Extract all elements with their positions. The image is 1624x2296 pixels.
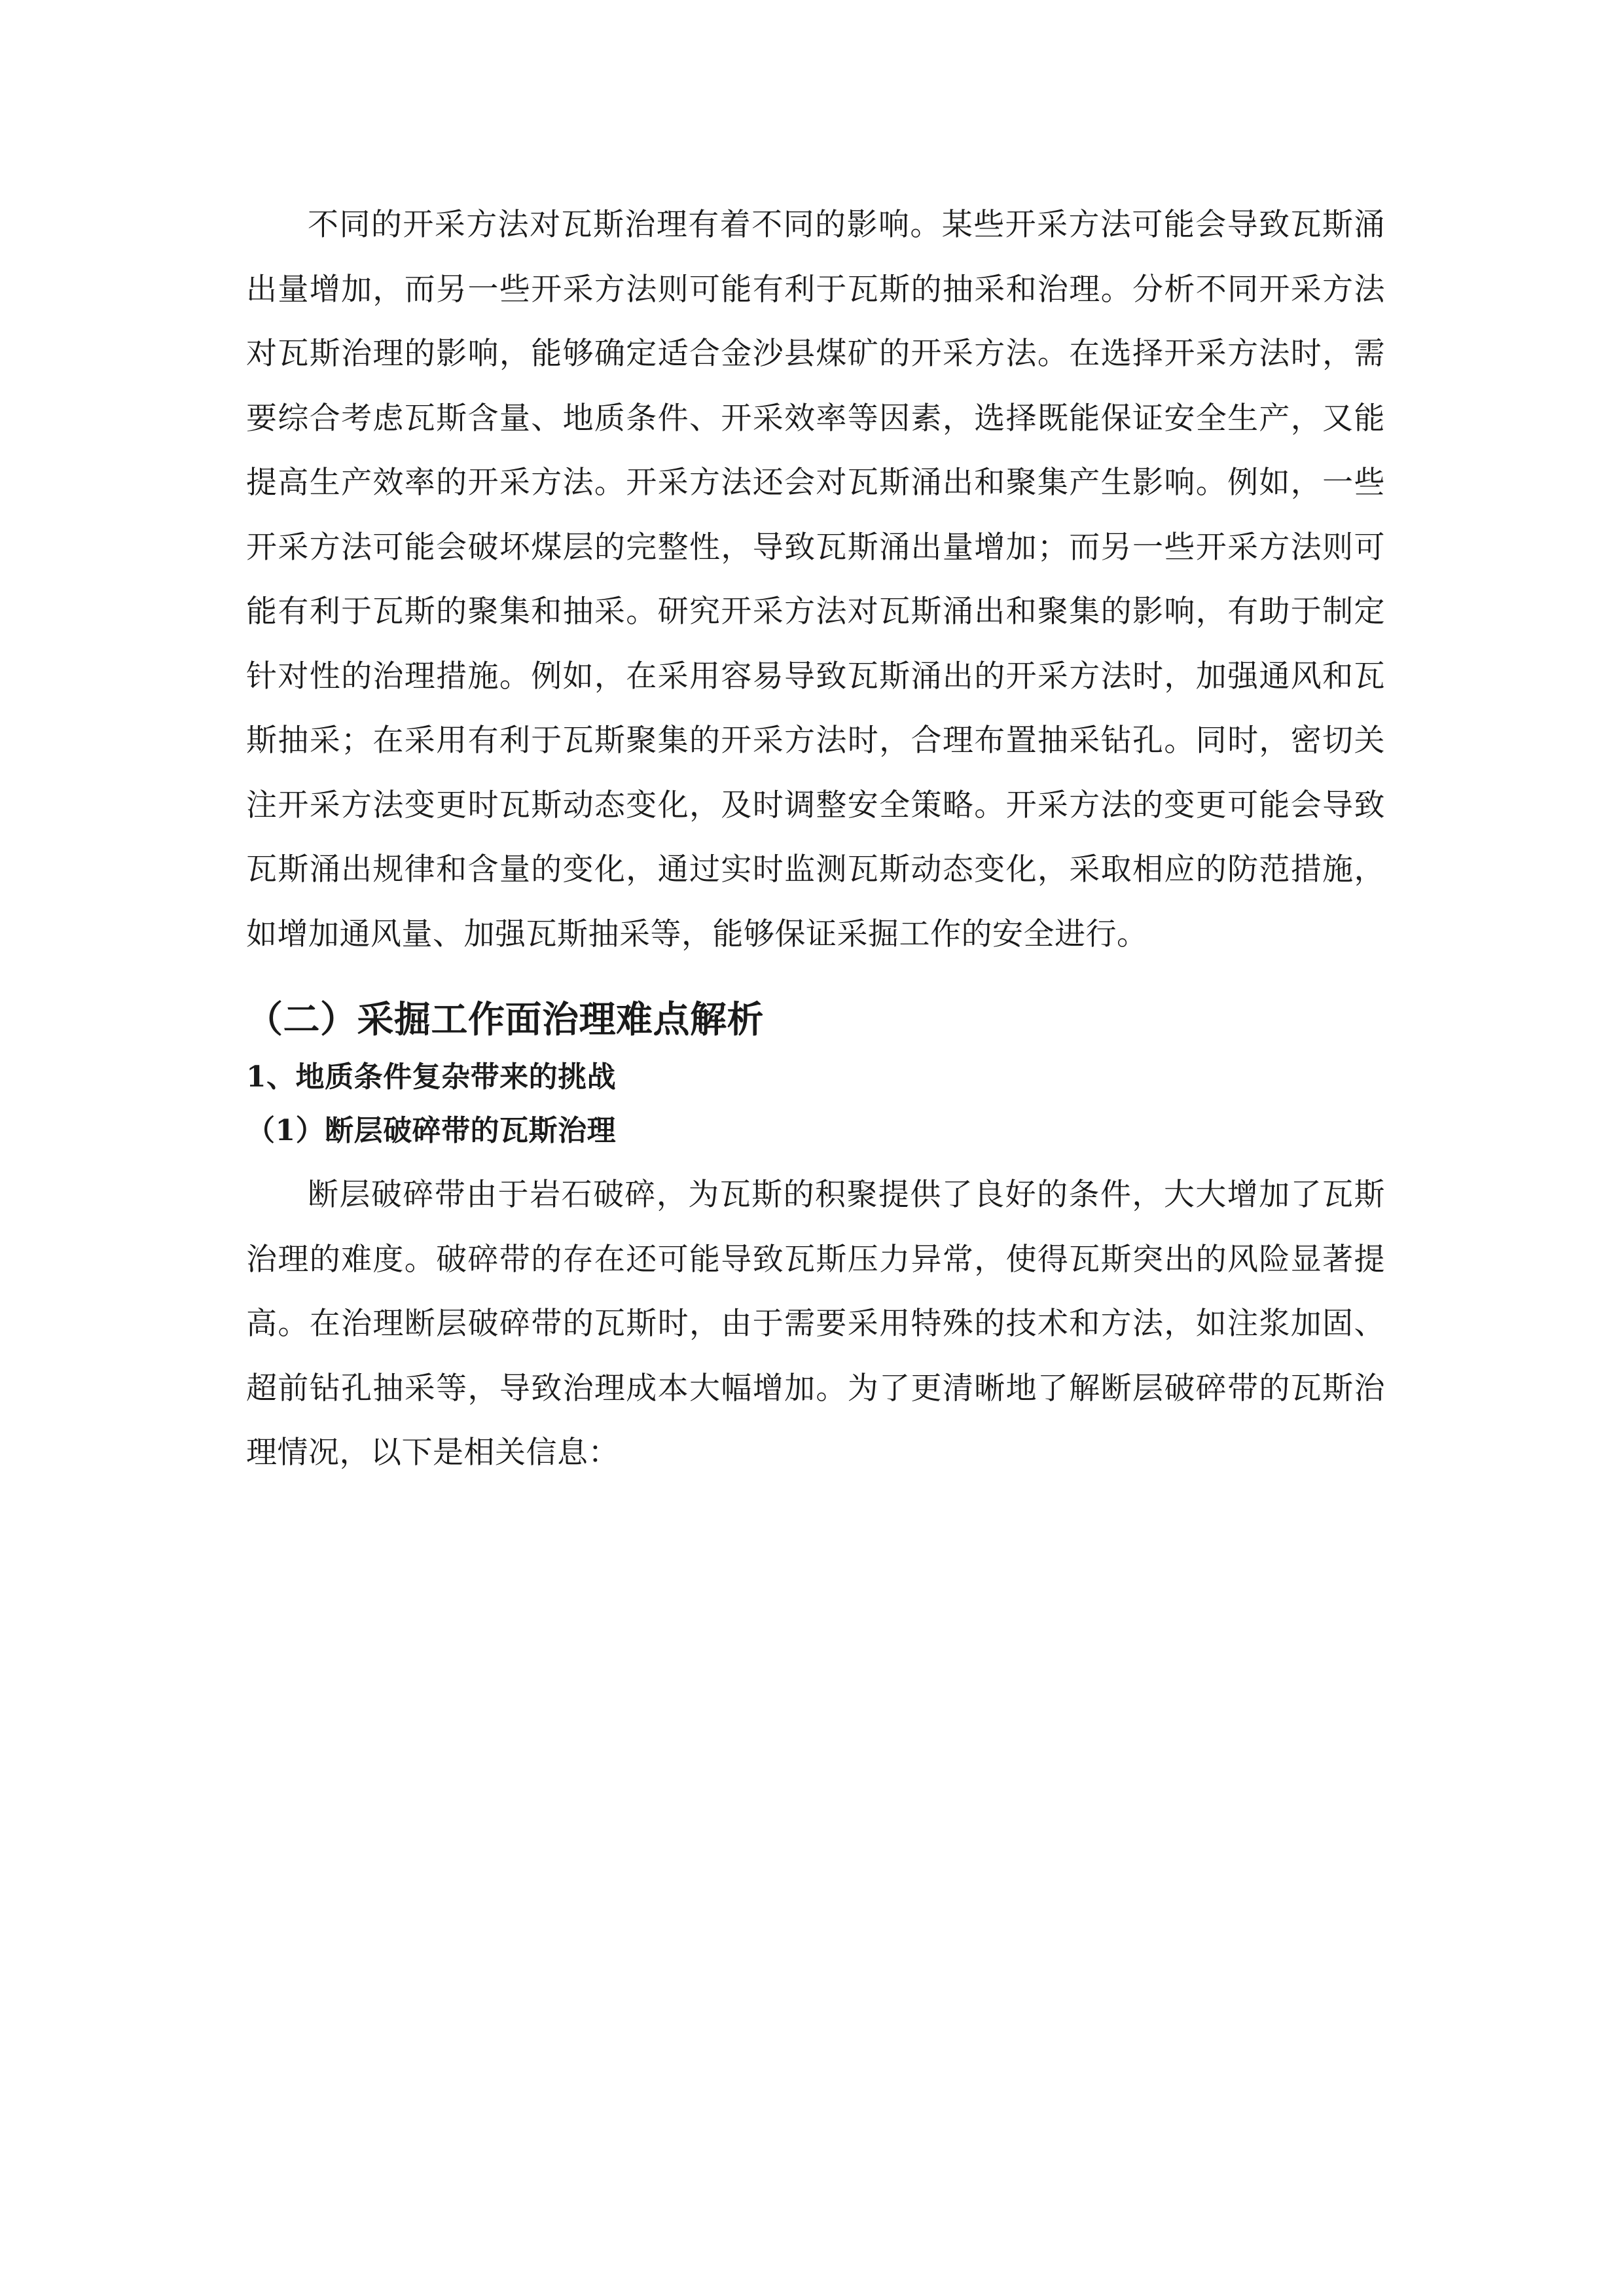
paragraph-mining-methods: 不同的开采方法对瓦斯治理有着不同的影响。某些开采方法可能会导致瓦斯涌出量增加，而另一些开采方法则可能有利于瓦斯的抽采和治理。分析不同开采方法对瓦斯治理的影响，能够确定适合金沙县煤矿的开采方法。在选择开采方法时，需要综合考虑瓦斯含量、地质条件、开采效率等因素，选择既能保证安全生产，又能提高生产效率的开采方法。开采方法还会对瓦斯涌出和聚集产生影响。例如，一些开采方法可能会破坏煤层的完整性，导致瓦斯涌出量增加；而另一些开采方法则可能有利于瓦斯的聚集和抽采。研究开采方法对瓦斯涌出和聚集的影响，有助于制定针对性的治理措施。例如，在采用容易导致瓦斯涌出的开采方法时，加强通风和瓦斯抽采；在采用有利于瓦斯聚集的开采方法时，合理布置抽采钻孔。同时，密切关注开采方法变更时瓦斯动态变化，及时调整安全策略。开采方法的变更可能会导致瓦斯涌出规律和含量的变化，通过实时监测瓦斯动态变化，采取相应的防范措施，如增加通风量、加强瓦斯抽采等，能够保证采掘工作的安全进行。 — [246, 207, 1385, 952]
paragraph-fault-zone: 断层破碎带由于岩石破碎，为瓦斯的积聚提供了良好的条件，大大增加了瓦斯治理的难度。破碎带的存在还可能导致瓦斯压力异常，使得瓦斯突出的风险显著提高。在治理断层破碎带的瓦斯时，由于需要采用特殊的技术和方法，如注浆加固、超前钻孔抽采等，导致治理成本大幅增加。为了更清晰地了解断层破碎带的瓦斯治理情况，以下是相关信息： — [246, 1177, 1385, 1471]
sub-sub-heading: （1）断层破碎带的瓦斯治理 — [246, 1114, 617, 1147]
sub-heading: 1、地质条件复杂带来的挑战 — [246, 1060, 617, 1094]
section-heading: （二）采掘工作面治理难点解析 — [246, 998, 764, 1041]
document-body — [246, 193, 1385, 1486]
